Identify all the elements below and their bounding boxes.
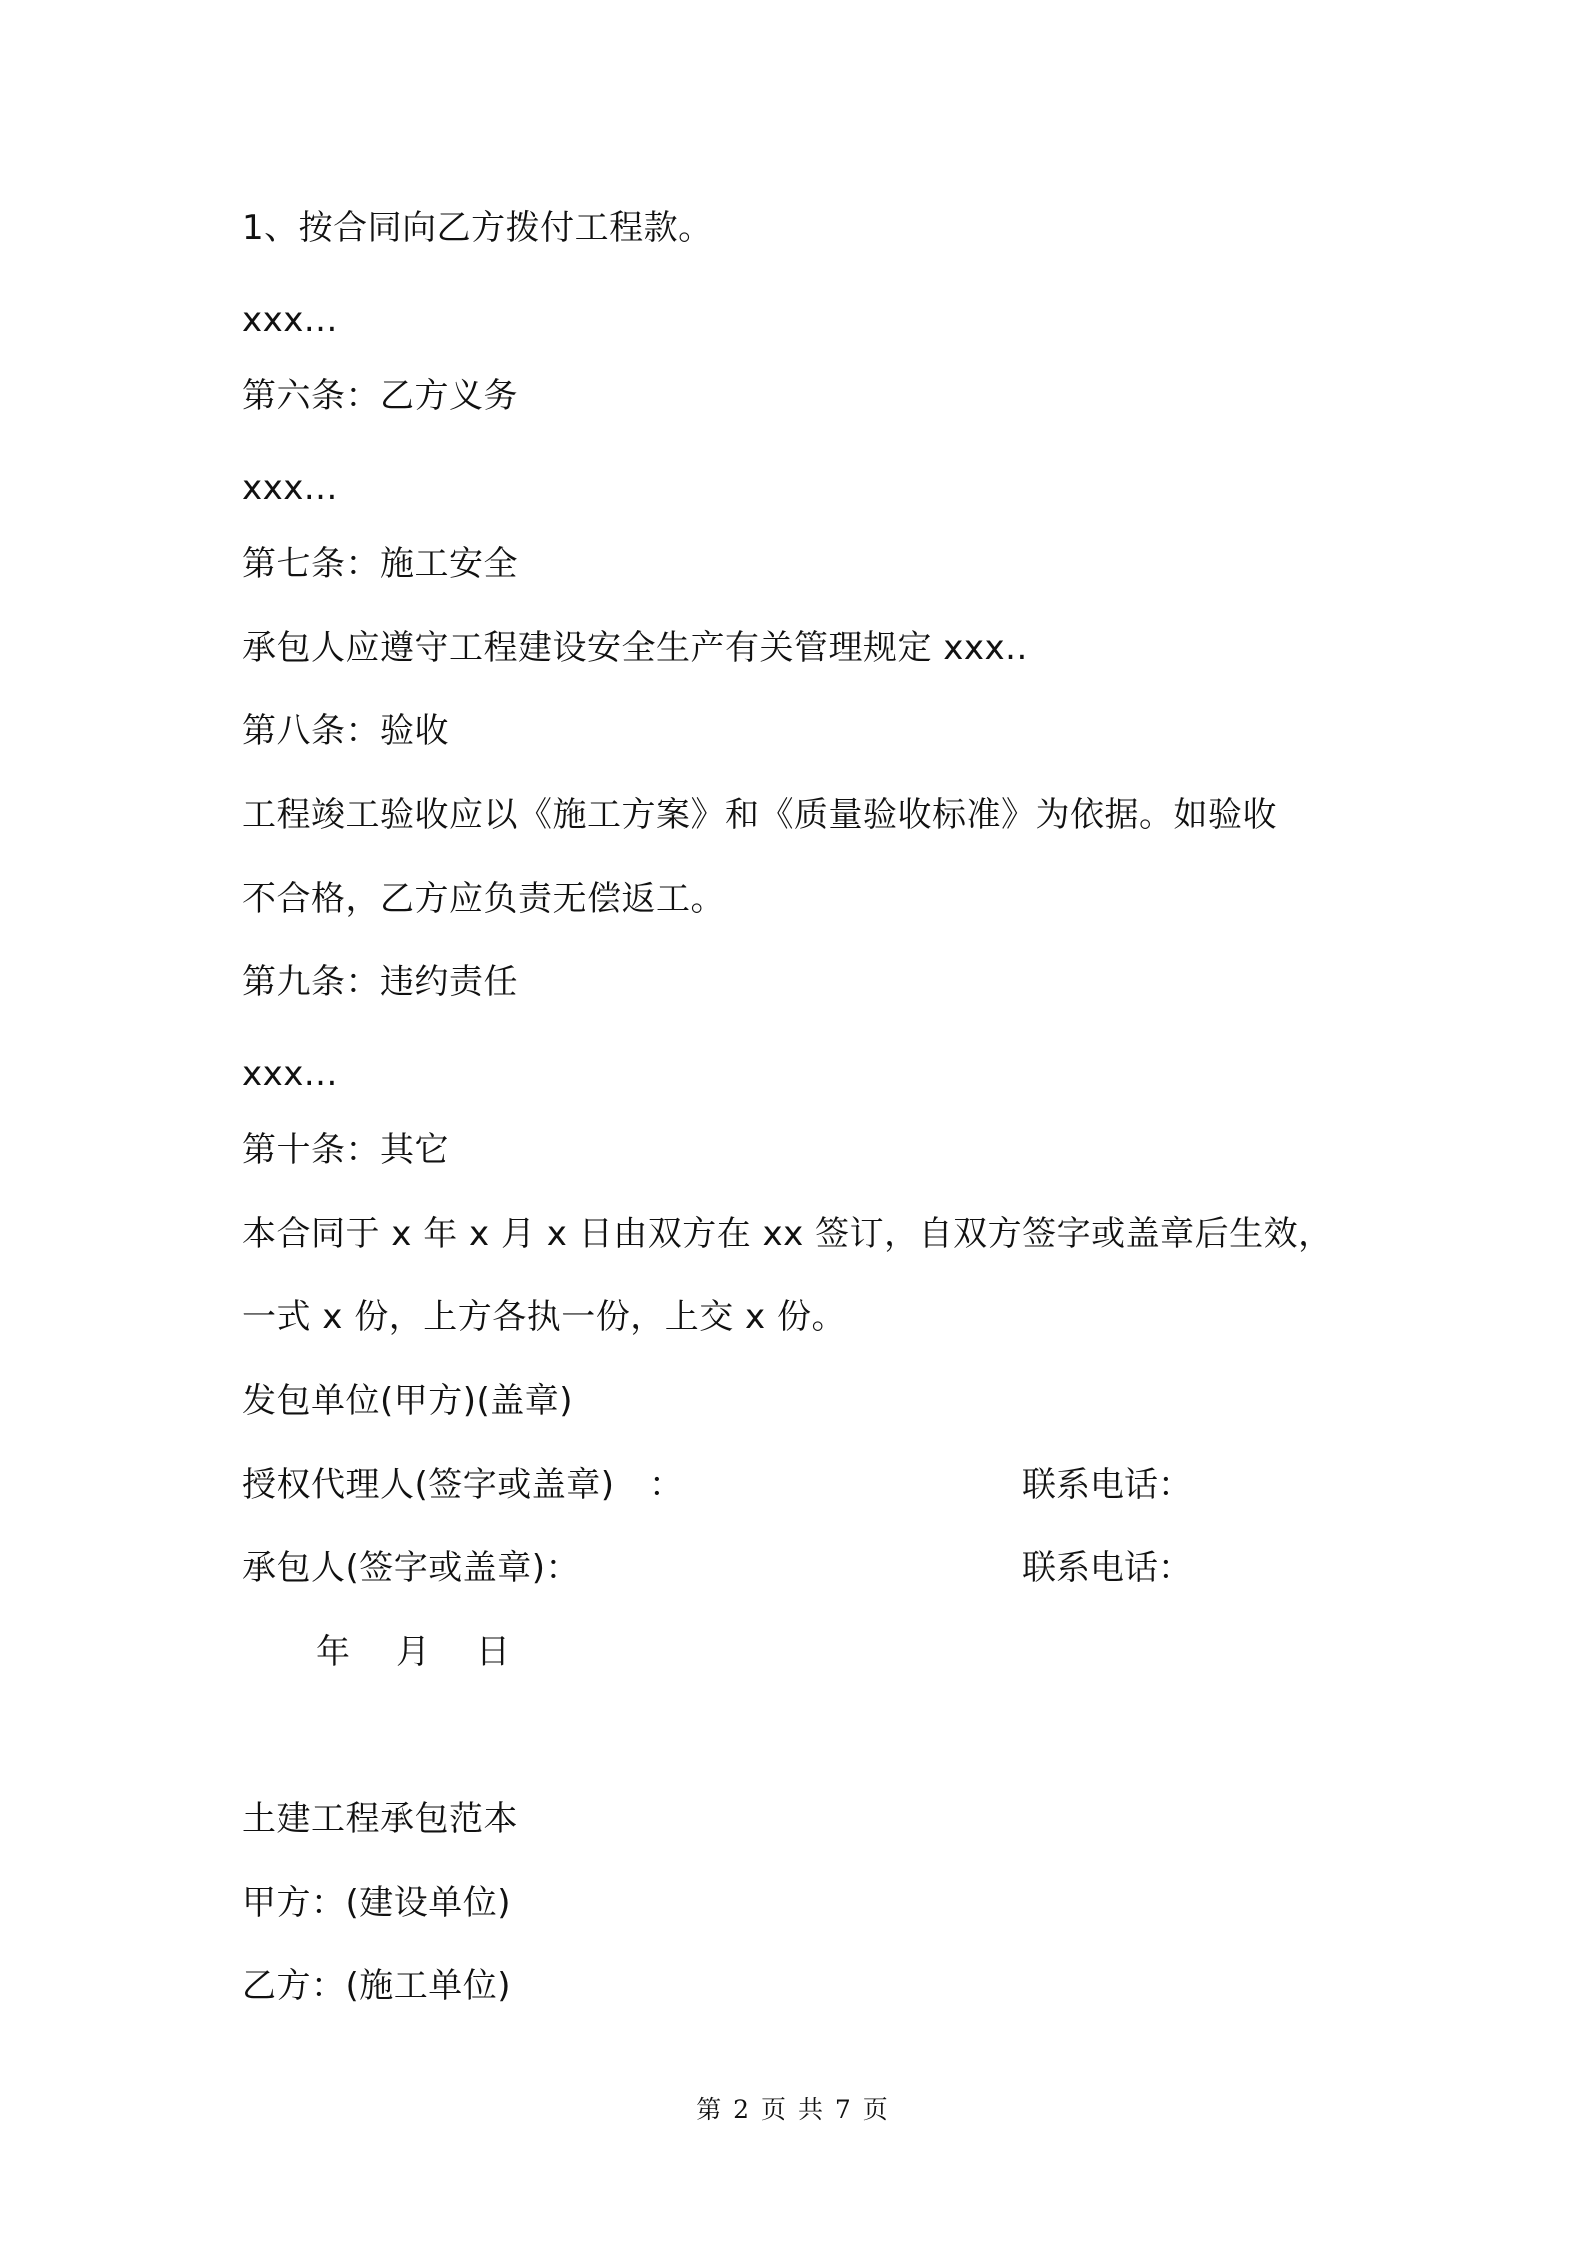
agent-signature-label: 授权代理人(签字或盖章) ： <box>242 1465 684 1505</box>
employer-seal-label: 发包单位(甲方)(盖章) <box>242 1381 574 1421</box>
paragraph-acceptance-line2: 不合格，乙方应负责无偿返工。 <box>242 879 725 919</box>
agent-phone-label: 联系电话： <box>1022 1465 1192 1505</box>
heading-article-6: 第六条：乙方义务 <box>242 376 518 416</box>
paragraph-placeholder-2: xxx... <box>242 468 338 508</box>
paragraph-placeholder-1: xxx... <box>242 300 338 340</box>
contractor-phone-label: 联系电话： <box>1022 1548 1192 1588</box>
heading-article-10: 第十条：其它 <box>242 1130 449 1170</box>
paragraph-placeholder-3: xxx... <box>242 1054 338 1094</box>
heading-article-7: 第七条：施工安全 <box>242 544 518 584</box>
section-title: 土建工程承包范本 <box>242 1799 518 1839</box>
paragraph-signing-line2: 一式 x 份，上方各执一份，上交 x 份。 <box>242 1297 846 1337</box>
paragraph-payment-clause: 1、按合同向乙方拨付工程款。 <box>242 208 713 248</box>
paragraph-signing-line1: 本合同于 x 年 x 月 x 日由双方在 xx 签订，自双方签字或盖章后生效， <box>242 1214 1333 1254</box>
party-b-line: 乙方：(施工单位) <box>242 1966 512 2006</box>
paragraph-safety: 承包人应遵守工程建设安全生产有关管理规定 xxx.. <box>242 628 1028 668</box>
party-a-line: 甲方：(建设单位) <box>242 1883 512 1923</box>
heading-article-9: 第九条：违约责任 <box>242 962 518 1002</box>
paragraph-acceptance-line1: 工程竣工验收应以《施工方案》和《质量验收标准》为依据。如验收 <box>242 795 1277 835</box>
heading-article-8: 第八条：验收 <box>242 711 449 751</box>
page-number-footer: 第 2 页 共 7 页 <box>696 2095 890 2124</box>
date-line: 年 月 日 <box>316 1632 516 1672</box>
contractor-signature-label: 承包人(签字或盖章)： <box>242 1548 581 1588</box>
